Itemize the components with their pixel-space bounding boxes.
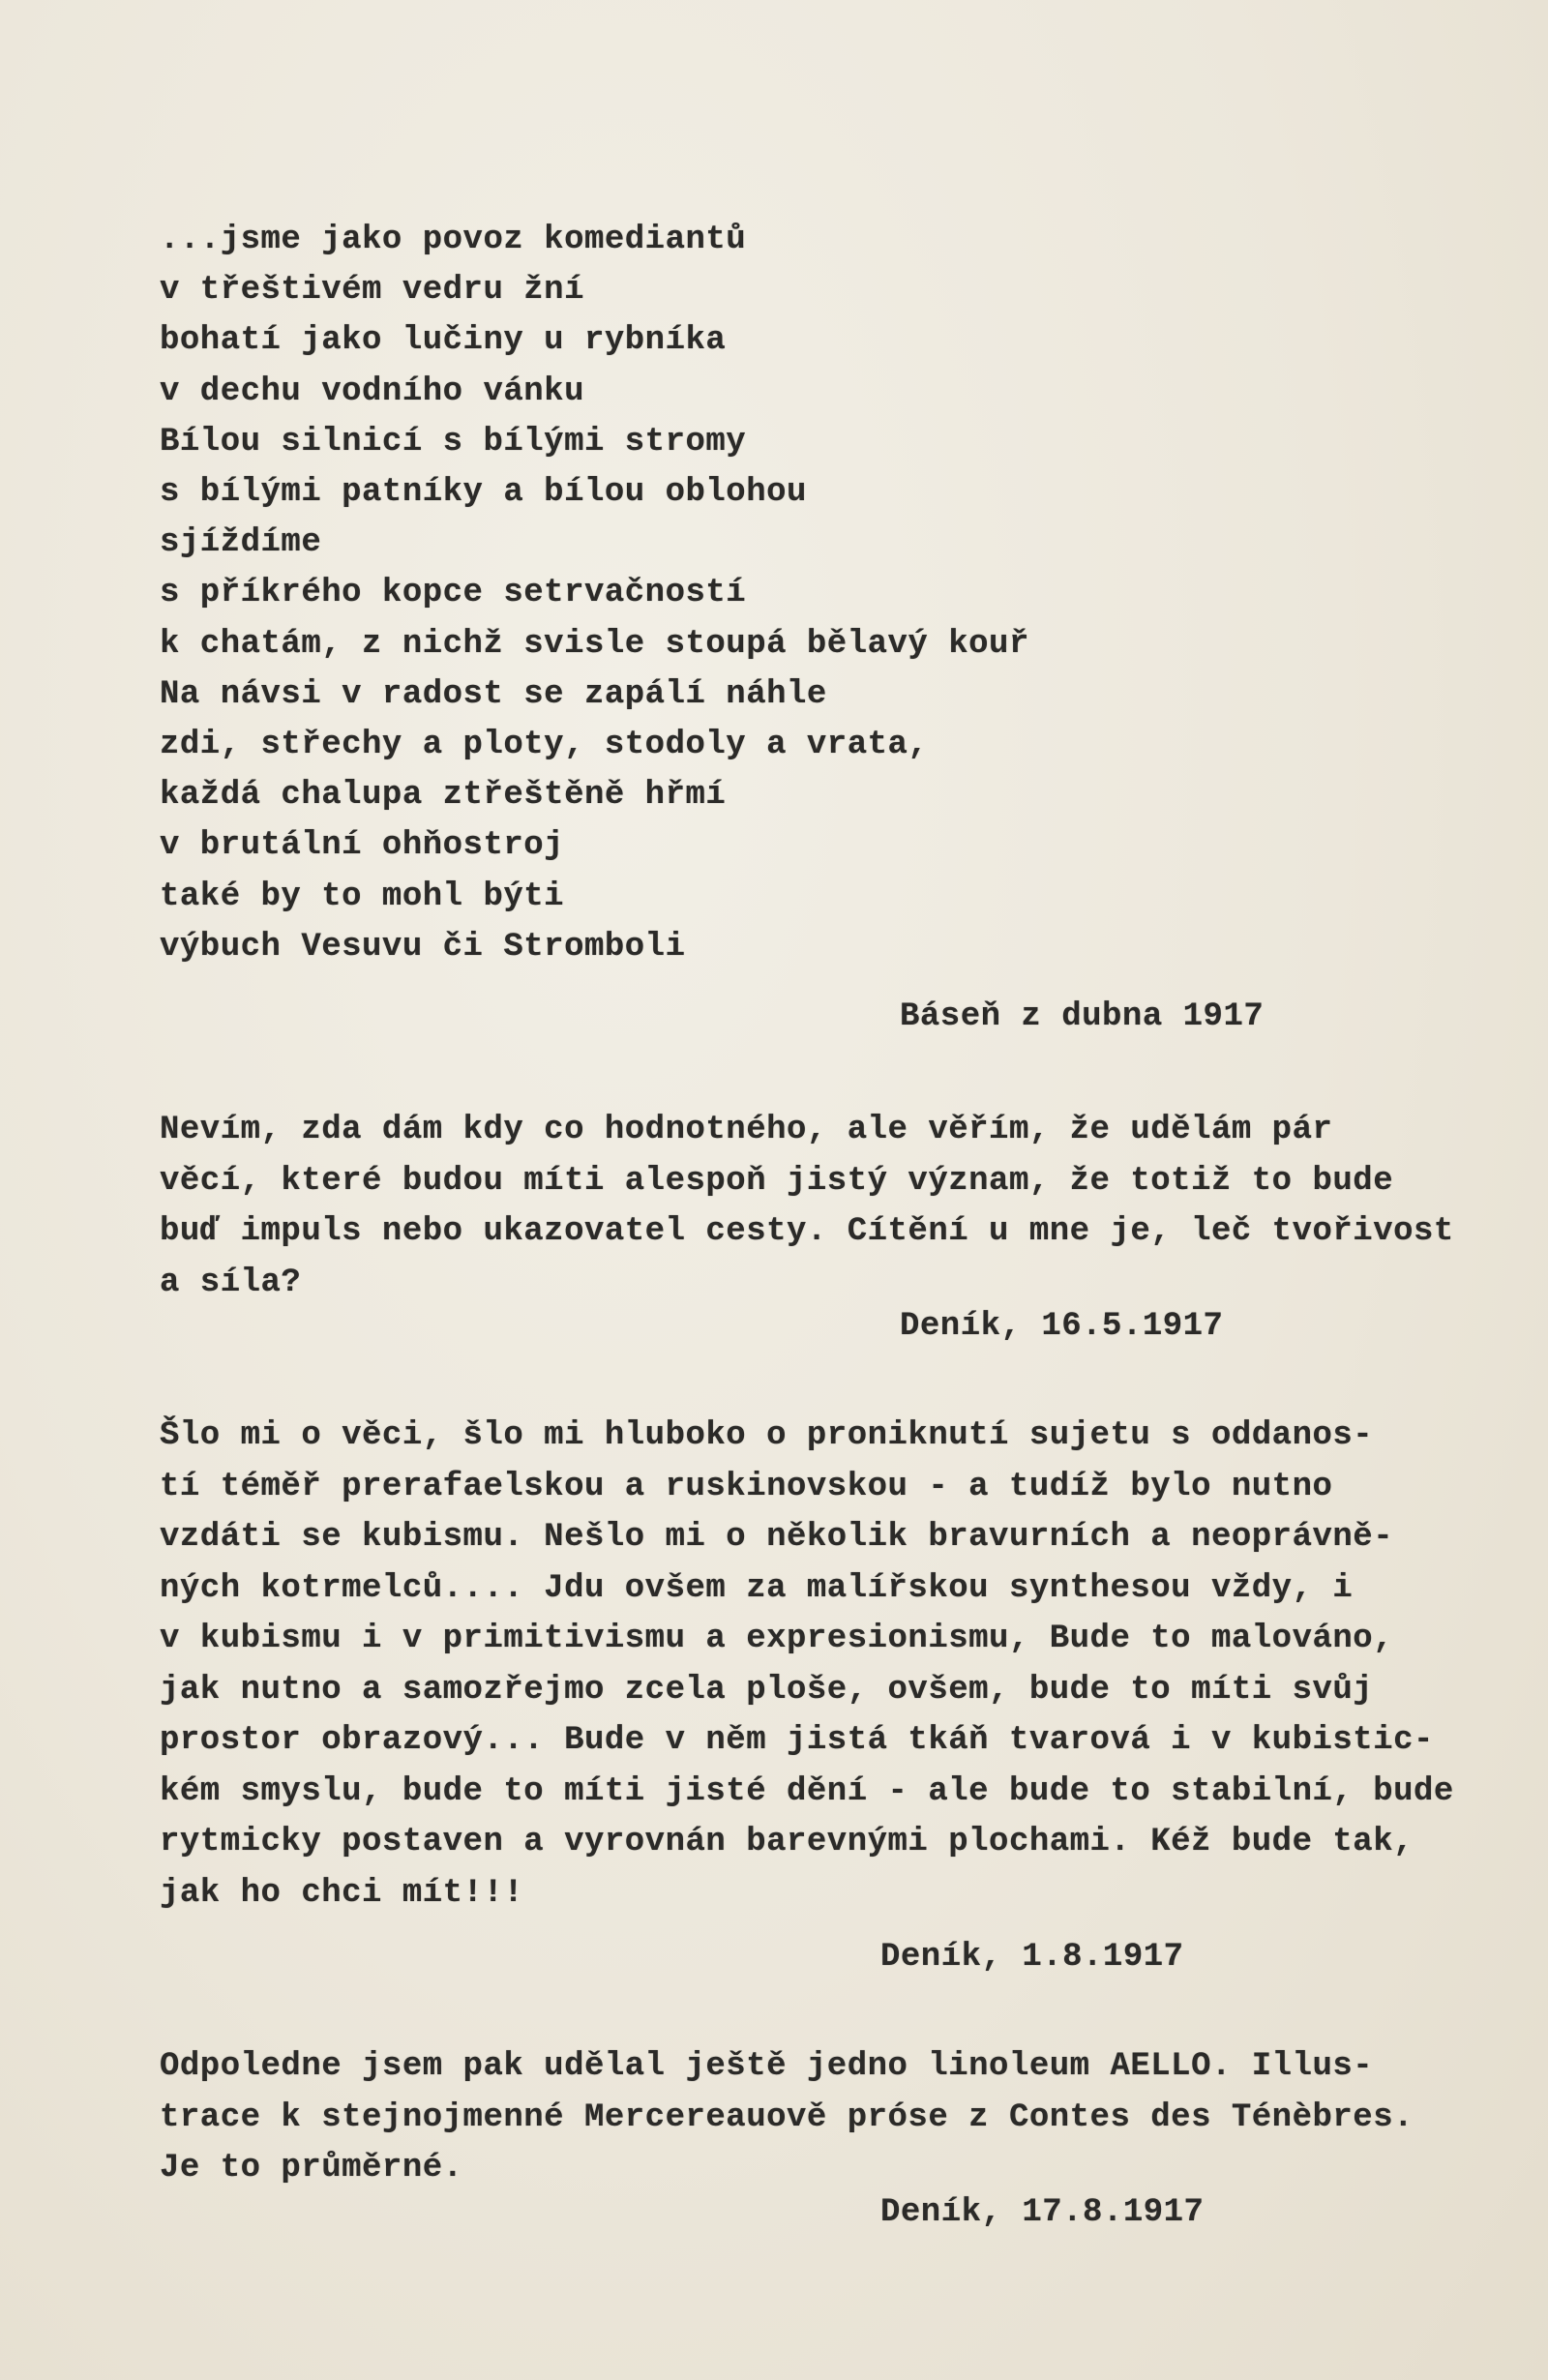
poem-line: ...jsme jako povoz komediantů	[160, 222, 747, 258]
entry-line: ných kotrmelců.... Jdu ovšem za malířskou synthesou vždy, i	[160, 1569, 1354, 1607]
entry-line: Je to průměrné.	[160, 2150, 463, 2187]
entry-line: buď impuls nebo ukazovatel cesty. Cítění u mne je, leč tvořivost	[160, 1213, 1454, 1250]
entry-line: Nevím, zda dám kdy co hodnotného, ale věřím, že udělám pár	[160, 1112, 1333, 1148]
entry-line: Šlo mi o věci, šlo mi hluboko o proniknutí sujetu s oddanos-	[160, 1417, 1374, 1454]
poem-line: bohatí jako lučiny u rybníka	[160, 322, 727, 360]
entry-line: vzdáti se kubismu. Nešlo mi o několik bravurních a neoprávně-	[160, 1519, 1394, 1556]
poem-line: zdi, střechy a ploty, stodoly a vrata,	[160, 727, 929, 764]
poem-line: s příkrého kopce setrvačností	[160, 575, 747, 612]
diary-entry-1	[160, 1105, 1533, 1308]
poem-line: v dechu vodního vánku	[160, 372, 584, 410]
diary-entry-2	[160, 1411, 1533, 1919]
poem-line: v brutální ohňostroj	[160, 827, 565, 865]
poem-line: Bílou silnicí s bílými stromy	[160, 423, 747, 461]
entry-line: rytmicky postaven a vyrovnán barevnými plochami. Kéž bude tak,	[160, 1824, 1414, 1860]
poem-line: také by to mohl býti	[160, 878, 565, 915]
poem-line: k chatám, z nichž svisle stoupá bělavý kouř	[160, 625, 1029, 663]
entry3-caption: Deník, 17.8.1917	[880, 2194, 1205, 2231]
entry-line: trace k stejnojmenné Mercereauově próse z Contes des Ténèbres.	[160, 2098, 1414, 2136]
entry-line: jak nutno a samozřejmo zcela ploše, ovšem, bude to míti svůj	[160, 1671, 1374, 1709]
entry1-caption: Deník, 16.5.1917	[900, 1308, 1224, 1345]
entry-line: věcí, které budou míti alespoň jistý význam, že totiž to bude	[160, 1162, 1394, 1200]
entry-line: jak ho chci mít!!!	[160, 1874, 524, 1912]
poem-line: v třeštivém vedru žní	[160, 272, 584, 310]
diary-entry-3	[160, 2041, 1533, 2194]
poem-caption: Báseň z dubna 1917	[900, 998, 1265, 1035]
poem-line: výbuch Vesuvu či Stromboli	[160, 928, 686, 966]
entry-line: tí téměř prerafaelskou a ruskinovskou - a tudíž bylo nutno	[160, 1468, 1333, 1505]
poem-block	[160, 215, 1533, 972]
poem-line: sjíždíme	[160, 524, 322, 562]
entry-line: a síla?	[160, 1264, 302, 1301]
entry-line: kém smyslu, bude to míti jisté dění - ale bude to stabilní, bude	[160, 1772, 1454, 1810]
poem-line: Na návsi v radost se zapálí náhle	[160, 675, 827, 713]
entry-line: Odpoledne jsem pak udělal ještě jedno linoleum AELLO. Illus-	[160, 2048, 1374, 2085]
poem-line: každá chalupa ztřeštěně hřmí	[160, 777, 727, 815]
poem-line: s bílými patníky a bílou oblohou	[160, 474, 807, 512]
entry2-caption: Deník, 1.8.1917	[880, 1939, 1184, 1976]
entry-line: prostor obrazový... Bude v něm jistá tkáň tvarová i v kubistic-	[160, 1722, 1434, 1759]
entry-line: v kubismu i v primitivismu a expresionismu, Bude to malováno,	[160, 1621, 1394, 1657]
